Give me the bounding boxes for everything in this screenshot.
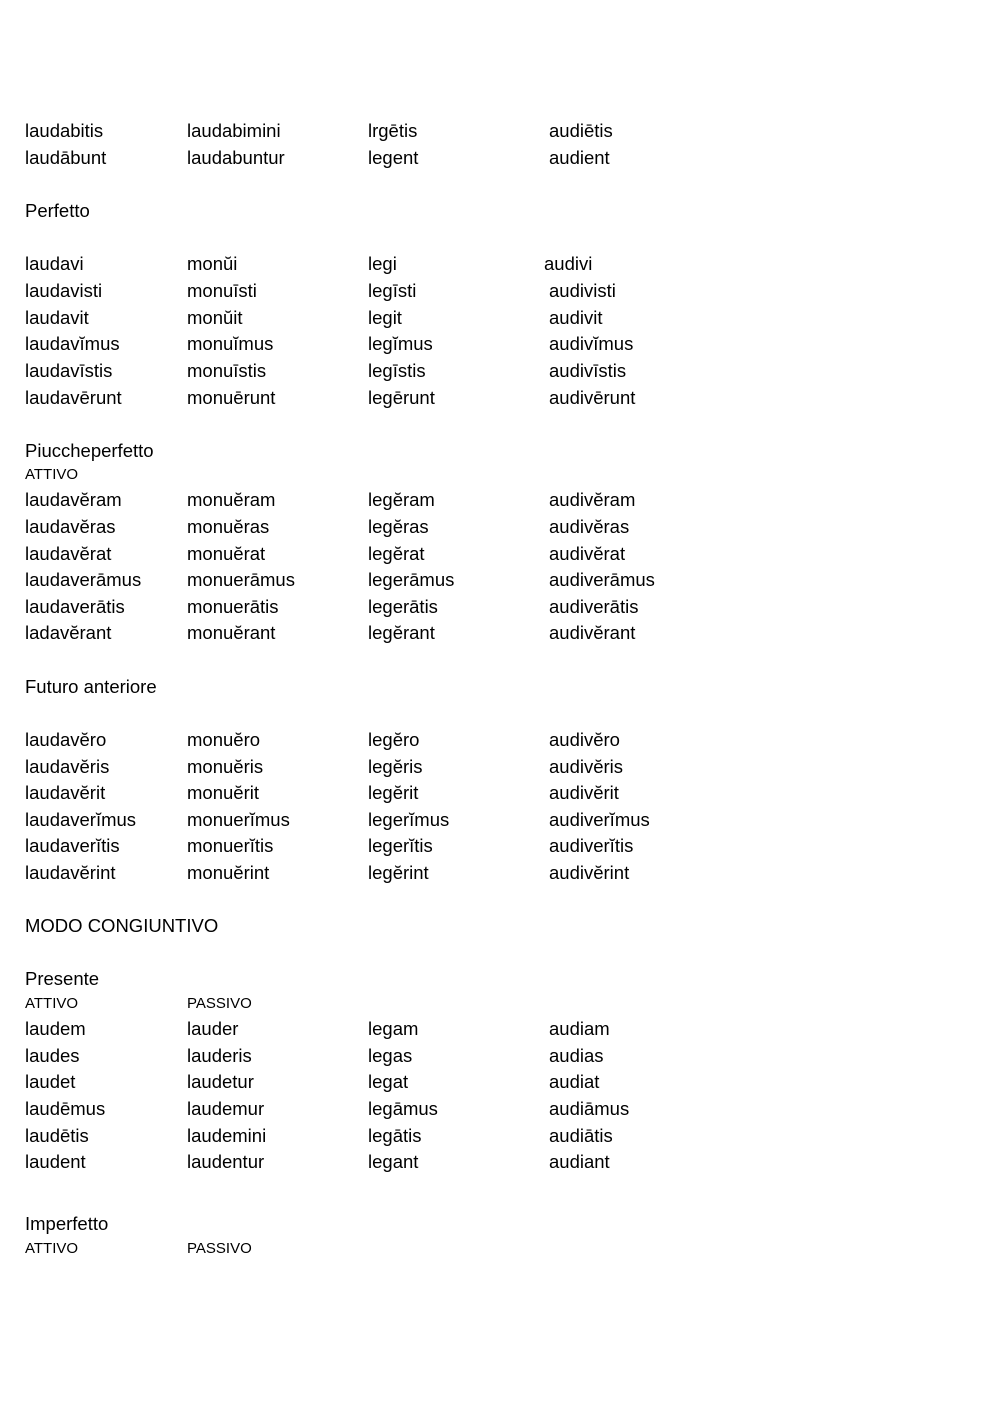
conjugation-row (25, 1149, 965, 1175)
verb-form-monere: monuērunt (187, 387, 276, 408)
verb-form-legere: legĕro (368, 729, 420, 750)
verb-form-monere: monuerāmus (187, 569, 295, 590)
section-heading-futuro-anteriore: Futuro anteriore (25, 676, 157, 697)
verb-form-laudare: laudavĕras (25, 516, 116, 537)
verb-form-audire: audias (549, 1045, 604, 1066)
verb-form-laudare-passive: laudetur (187, 1071, 254, 1092)
verb-form-monere: monŭit (187, 307, 243, 328)
conjugation-row (25, 145, 965, 171)
verb-form-laudare: laudaverĭtis (25, 835, 120, 856)
verb-form-laudare: laudavĭmus (25, 333, 120, 354)
voice-label-row (25, 993, 965, 1015)
conjugation-row (25, 594, 965, 620)
verb-form-audire: audivĕris (549, 756, 624, 777)
voice-label-row (25, 464, 965, 486)
conjugation-row (25, 1069, 965, 1095)
conjugation-row (25, 1043, 965, 1069)
verb-form-monere: monuerĭtis (187, 835, 274, 856)
verb-form-laudare: laudavĕrint (25, 862, 116, 883)
verb-form-monere: monuĭmus (187, 333, 274, 354)
conjugation-row (25, 833, 965, 859)
verb-form-legere: legerāmus (368, 569, 455, 590)
verb-form-legere: legĕrit (368, 782, 419, 803)
conjugation-row (25, 385, 965, 411)
verb-form-laudare: laudavĕram (25, 489, 122, 510)
verb-form-laudare: laudaverĭmus (25, 809, 137, 830)
verb-form-laudare: laudābunt (25, 147, 107, 168)
section-heading-piuccheperfetto: Piuccheperfetto (25, 440, 154, 461)
verb-form-audire: audivisti (549, 280, 616, 301)
verb-form-monere: monuĕro (187, 729, 261, 750)
verb-form-monere: monuĕrit (187, 782, 259, 803)
verb-form-audire: audivĕrit (549, 782, 619, 803)
verb-form-legere: legĭmus (368, 333, 433, 354)
conjugation-row (25, 541, 965, 567)
verb-form-audire: audiant (549, 1151, 610, 1172)
verb-form-audire: audivĕrant (549, 622, 636, 643)
verb-form-laudare-passive: laudentur (187, 1151, 265, 1172)
verb-form-legere: legat (368, 1071, 409, 1092)
verb-form-laudare: laudavĕrat (25, 543, 112, 564)
conjugation-row (25, 727, 965, 753)
section-heading-presente: Presente (25, 968, 100, 989)
conjugation-row (25, 251, 965, 277)
verb-form-audire: audiāmus (549, 1098, 630, 1119)
conjugation-row (25, 860, 965, 886)
verb-form-audire: audivĭmus (549, 333, 634, 354)
verb-form-legere: legīsti (368, 280, 417, 301)
verb-form-audire: audivĕrint (549, 862, 630, 883)
verb-form-laudare: laudavĕris (25, 756, 110, 777)
verb-form-audire: audivērunt (549, 387, 636, 408)
verb-form-audire: audient (549, 147, 610, 168)
verb-form-monere: monuĕris (187, 756, 264, 777)
verb-form-laudare: laudēmus (25, 1098, 106, 1119)
verb-form-audire: audiātis (549, 1125, 613, 1146)
verb-form-monere: monuerātis (187, 596, 279, 617)
verb-form-audire: audiat (549, 1071, 600, 1092)
verb-form-laudare: laudabitis (25, 120, 104, 141)
verb-form-audire: audivĕras (549, 516, 630, 537)
verb-form-monere: monuĕrint (187, 862, 270, 883)
verb-form-monere: monuĕrant (187, 622, 276, 643)
verb-form-laudare: ladavĕrant (25, 622, 112, 643)
verb-form-monere: monŭi (187, 253, 238, 274)
section-heading-perfetto: Perfetto (25, 200, 90, 221)
verb-form-monere: monuĕras (187, 516, 270, 537)
verb-form-laudare: laudētis (25, 1125, 89, 1146)
verb-form-legere: legĕrat (368, 543, 425, 564)
verb-form-monere: monuĕrat (187, 543, 266, 564)
verb-form-legere: legerĭtis (368, 835, 433, 856)
verb-form-laudare: laudes (25, 1045, 80, 1066)
verb-form-audire: audiverĭmus (549, 809, 650, 830)
verb-form-legere: legam (368, 1018, 419, 1039)
mood-heading-congiuntivo: MODO CONGIUNTIVO (25, 915, 219, 936)
conjugation-row (25, 331, 965, 357)
verb-form-legere: legērunt (368, 387, 435, 408)
verb-form-legere: legerĭmus (368, 809, 450, 830)
verb-form-laudare: laudaverāmus (25, 569, 142, 590)
verb-form-laudare: laudet (25, 1071, 76, 1092)
conjugation-row (25, 807, 965, 833)
verb-form-audire: audivit (549, 307, 603, 328)
verb-form-audire: audivĕro (549, 729, 620, 750)
verb-form-legere: legant (368, 1151, 419, 1172)
verb-form-legere: legit (368, 307, 402, 328)
conjugation-row (25, 358, 965, 384)
conjugation-row (25, 278, 965, 304)
verb-form-legere: legāmus (368, 1098, 438, 1119)
verb-form-legere: legātis (368, 1125, 422, 1146)
voice-label-passivo: PASSIVO (187, 995, 252, 1012)
conjugation-row (25, 754, 965, 780)
conjugation-row (25, 1123, 965, 1149)
verb-form-laudare: laudavērunt (25, 387, 122, 408)
verb-form-legere: legĕrint (368, 862, 429, 883)
voice-label-attivo: ATTIVO (25, 1240, 79, 1257)
verb-form-monere: monuīsti (187, 280, 257, 301)
verb-form-legere: legĕram (368, 489, 435, 510)
verb-form-legere: legent (368, 147, 419, 168)
verb-form-laudare-passive: lauderis (187, 1045, 252, 1066)
verb-form-audire: audiverātis (549, 596, 639, 617)
verb-form-audire: audiam (549, 1018, 610, 1039)
verb-form-legere: legi (368, 253, 397, 274)
verb-form-audire: audivĕram (549, 489, 636, 510)
verb-form-legere: legĕras (368, 516, 429, 537)
voice-label-attivo: ATTIVO (25, 995, 79, 1012)
voice-label-row (25, 1238, 965, 1260)
verb-form-laudare: laudavĕro (25, 729, 107, 750)
verb-form-audire: audivīstis (549, 360, 627, 381)
verb-form-laudare: laudavi (25, 253, 84, 274)
verb-form-legere: lrgētis (368, 120, 418, 141)
verb-form-laudare: laudem (25, 1018, 86, 1039)
verb-form-legere: legīstis (368, 360, 426, 381)
conjugation-row (25, 305, 965, 331)
conjugation-row (25, 567, 965, 593)
verb-form-audire: audiētis (549, 120, 613, 141)
verb-form-audire: audivĕrat (549, 543, 626, 564)
conjugation-row (25, 1016, 965, 1042)
verb-form-legere: legerātis (368, 596, 438, 617)
verb-form-laudare: laudavĕrit (25, 782, 106, 803)
conjugation-row (25, 487, 965, 513)
voice-label-attivo: ATTIVO (25, 466, 79, 483)
verb-form-legere: legĕrant (368, 622, 435, 643)
verb-form-laudare-passive: laudabuntur (187, 147, 285, 168)
verb-form-laudare: laudaverātis (25, 596, 125, 617)
verb-form-laudare: laudavīstis (25, 360, 113, 381)
conjugation-row (25, 514, 965, 540)
verb-form-laudare: laudavisti (25, 280, 103, 301)
verb-form-legere: legĕris (368, 756, 423, 777)
verb-form-legere: legas (368, 1045, 413, 1066)
verb-form-laudare: laudent (25, 1151, 86, 1172)
verb-form-audire: audiverĭtis (549, 835, 634, 856)
voice-label-passivo: PASSIVO (187, 1240, 252, 1257)
verb-form-laudare: laudavit (25, 307, 89, 328)
verb-form-laudare-passive: laudemini (187, 1125, 267, 1146)
conjugation-row (25, 620, 965, 646)
verb-form-monere: monuīstis (187, 360, 267, 381)
verb-form-laudare-passive: laudabimini (187, 120, 281, 141)
section-heading-imperfetto: Imperfetto (25, 1213, 109, 1234)
conjugation-row (25, 1096, 965, 1122)
conjugation-row (25, 118, 965, 144)
verb-form-monere: monuĕram (187, 489, 276, 510)
conjugation-row (25, 780, 965, 806)
verb-form-audire: audivi (544, 253, 593, 274)
verb-form-laudare-passive: laudemur (187, 1098, 265, 1119)
verb-form-laudare-passive: lauder (187, 1018, 239, 1039)
verb-form-audire: audiverāmus (549, 569, 655, 590)
verb-form-monere: monuerĭmus (187, 809, 290, 830)
